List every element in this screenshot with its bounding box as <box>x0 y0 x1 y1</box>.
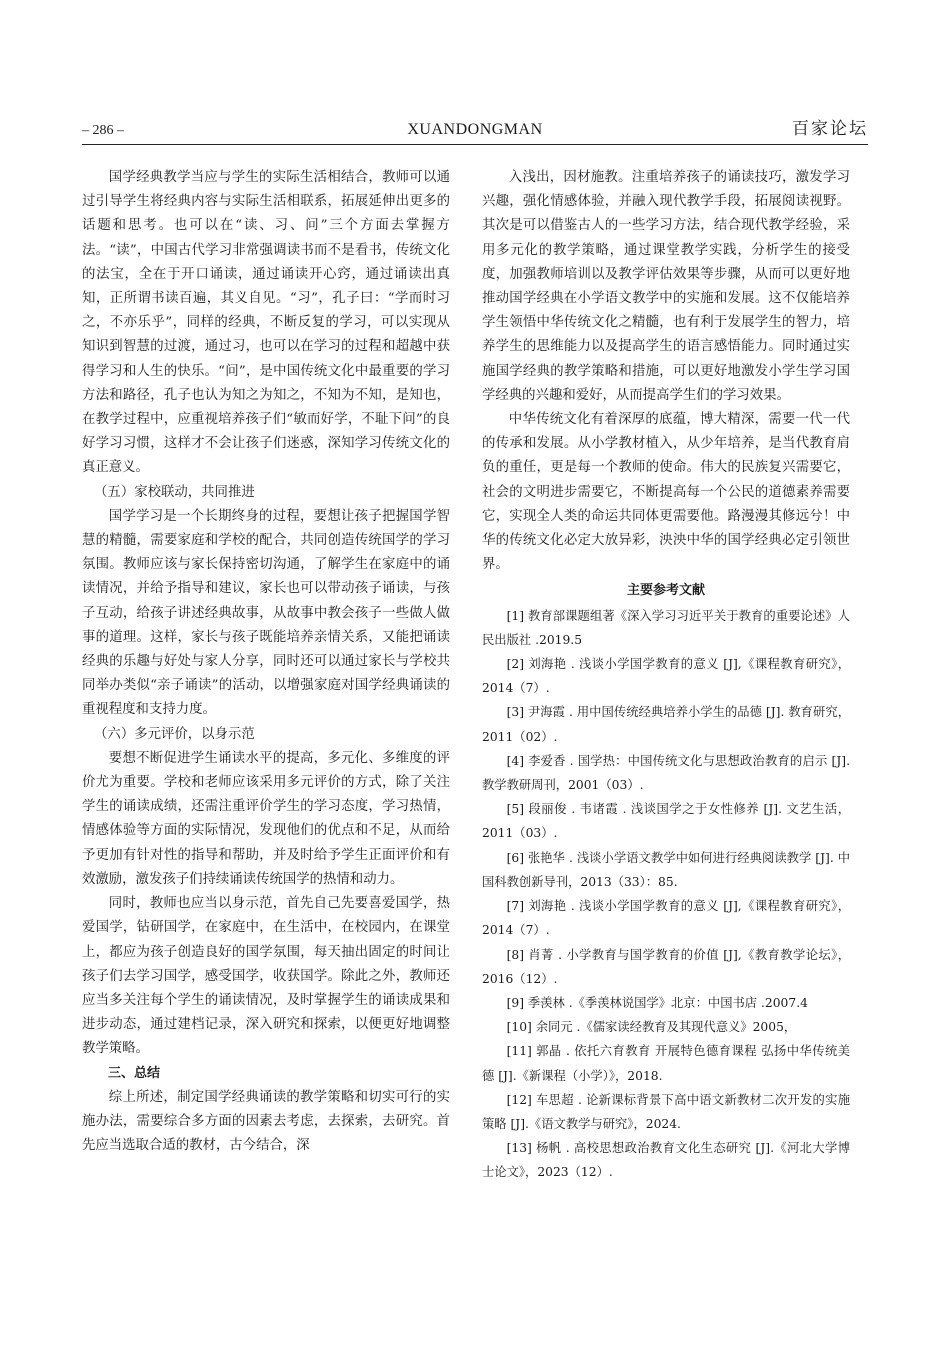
reference-item: [8] 肖菁 . 小学教育与国学教育的价值 [J],《教育教学论坛》，2016（12）. <box>482 947 850 986</box>
reference-item: [3] 尹海霞 . 用中国传统经典培养小学生的品德 [J]. 教育研究，2011（02）. <box>482 705 850 744</box>
right-column <box>482 166 850 1185</box>
journal-name: XUANDONGMAN <box>407 121 543 138</box>
reference-item: [5] 段丽俊 . 韦诸霞 . 浅谈国学之于女性修养 [J]. 文艺生活，2011（03）. <box>482 802 850 841</box>
reference-item: [1] 教育部课题组著《深入学习习近平关于教育的重要论述》人民出版社 .2019.5 <box>482 608 850 647</box>
references-title: 主要参考文献 <box>626 583 705 599</box>
reference-item: [13] 杨帆 . 高校思想政治教育文化生态研究 [J].《河北大学博士论文》，2023（12）. <box>482 1141 850 1180</box>
reference-item: [7] 刘海艳 . 浅谈小学国学教育的意义 [J],《课程教育研究》，2014（7）. <box>482 899 850 938</box>
paragraph: 中华传统文化有着深厚的底蕴，博大精深，需要一代一代的传承和发展。从小学教材植入，从少年培养，是当代教育肩负的重任，更是每一个教师的使命。伟大的民族复兴需要它，社会的文明进步需要它，不断提高每一个公民的道德素养需要它，实现全人类的命运共同体更需要他。路漫漫其修远兮！中华的传统文化必定大放异彩，泱泱中华的国学经典必定引领世界。 <box>482 412 850 573</box>
subsection-heading: （六）多元评价，以身示范 <box>94 726 255 742</box>
paragraph: 国学经典教学当应与学生的实际生活相结合，教师可以通过引导学生将经典内容与实际生活相联系，拓展延伸出更多的话题和思考。也可以在“读、习、问”三个方面去掌握方法。“读”，中国古代学习非常强调读书而不是看书，传统文化的法宝，全在于开口诵读，通过诵读开心窍，通过诵读出真知，正所谓书读百遍，其义自见。“习”，孔子曰：“学而时习之，不亦乐乎”，同样的经典，不断反复的学习，可以实现从知识到智慧的过渡，通过习，也可以在学习的过程和超越中获得学习和人生的快乐。“问”，是中国传统文化中最重要的学习方法和路径，孔子也认为知之为知之，不知为不知，是知也，在教学过程中，应重视培养孩子们“敏而好学，不耻下问”的良好学习习惯，这样才不会让孩子们迷惑，深知学习传统文化的真正意义。 <box>82 170 450 476</box>
paragraph: 国学学习是一个长期终身的过程，要想让孩子把握国学智慧的精髓，需要家庭和学校的配合，共同创造传统国学的学习氛围。教师应该与家长保持密切沟通，了解学生在家庭中的诵读情况，并给予指导和建议，家长也可以带动孩子诵读，与孩子互动，给孩子讲述经典故事，从故事中教会孩子一些做人做事的道理。这样，家长与孩子既能培养亲情关系，又能把诵读经典的乐趣与好处与家人分享，同时还可以通过家长与学校共同举办类似“亲子诵读”的活动，以增强家庭对国学经典诵读的重视程度和支持力度。 <box>82 508 450 718</box>
reference-item: [6] 张艳华 . 浅谈小学语文教学中如何进行经典阅读教学 [J]. 中国科教创新导刊，2013（33）：85. <box>482 850 850 889</box>
reference-item: [4] 李爱香 . 国学热：中国传统文化与思想政治教育的启示 [J]. 教学教研周刊，2001（03）. <box>482 753 850 793</box>
section-heading: 三、总结 <box>108 1065 161 1081</box>
left-column <box>82 166 450 1158</box>
subsection-heading: （五）家校联动，共同推进 <box>94 484 255 500</box>
reference-item: [11] 郭晶 . 依托六育教育 开展特色德育课程 弘扬中华传统美德 [J].《新课程（小学）》，2018. <box>482 1044 850 1083</box>
paragraph: 综上所述，制定国学经典诵读的教学策略和切实可行的实施办法，需要综合多方面的因素去考虑，去探索，去研究。首先应当选取合适的教材，古今结合，深 <box>82 1089 450 1154</box>
reference-item: [12] 车思超 . 论新课标背景下高中语文新教材二次开发的实施策略 [J].《语文教学与研究》，2024. <box>482 1092 850 1131</box>
page-number: – 286 – <box>82 123 124 138</box>
reference-item: [9] 季羡林 .《季羡林说国学》北京：中国书店 .2007.4 <box>506 995 808 1010</box>
paragraph: 同时，教师也应当以身示范，首先自己先要喜爱国学，热爱国学，钻研国学，在家庭中，在生活中，在校园内，在课堂上，都应为孩子创造良好的国学氛围，每天抽出固定的时间让孩子们去学习国学，感受国学，收获国学。除此之外，教师还应当多关注每个学生的诵读情况，及时掌握学生的诵读成果和进步动态，通过建档记录，深入研究和探索，以便更好地调整教学策略。 <box>82 896 450 1057</box>
paragraph: 要想不断促进学生诵读水平的提高，多元化、多维度的评价尤为重要。学校和老师应该采用多元评价的方式，除了关注学生的诵读成绩，还需注重评价学生的学习态度，学习热情，情感体验等方面的实际情况，发现他们的优点和不足，从而给予更加有针对性的指导和帮助，并及时给予学生正面评价和有效激励，激发孩子们持续诵读传统国学的热情和动力。 <box>82 750 450 887</box>
column-title: 百家论坛 <box>792 119 868 139</box>
reference-item: [10] 余同元 .《儒家读经教育及其现代意义》2005， <box>506 1020 797 1035</box>
paragraph-continued: 入浅出，因材施教。注重培养孩子的诵读技巧，激发学习兴趣，强化情感体验，并融入现代教学手段，拓展阅读视野。其次是可以借鉴古人的一些学习方法，结合现代教学经验，采用多元化的教学策略，通过课堂教学实践，分析学生的接受度，加强教师培训以及教学评估效果等步骤，从而可以更好地推动国学经典在小学语文教学中的实施和发展。这不仅能培养学生领悟中华传统文化之精髓，也有利于发展学生的智力，培养学生的思维能力以及提高学生的语言感悟能力。同时通过实施国学经典的教学策略和措施，可以更好地激发小学生学习国学经典的兴趣和爱好，从而提高学生们的学习效果。 <box>482 170 850 403</box>
running-header <box>82 118 868 145</box>
reference-item: [2] 刘海艳 . 浅谈小学国学教育的意义 [J],《课程教育研究》，2014（7）. <box>482 657 850 696</box>
